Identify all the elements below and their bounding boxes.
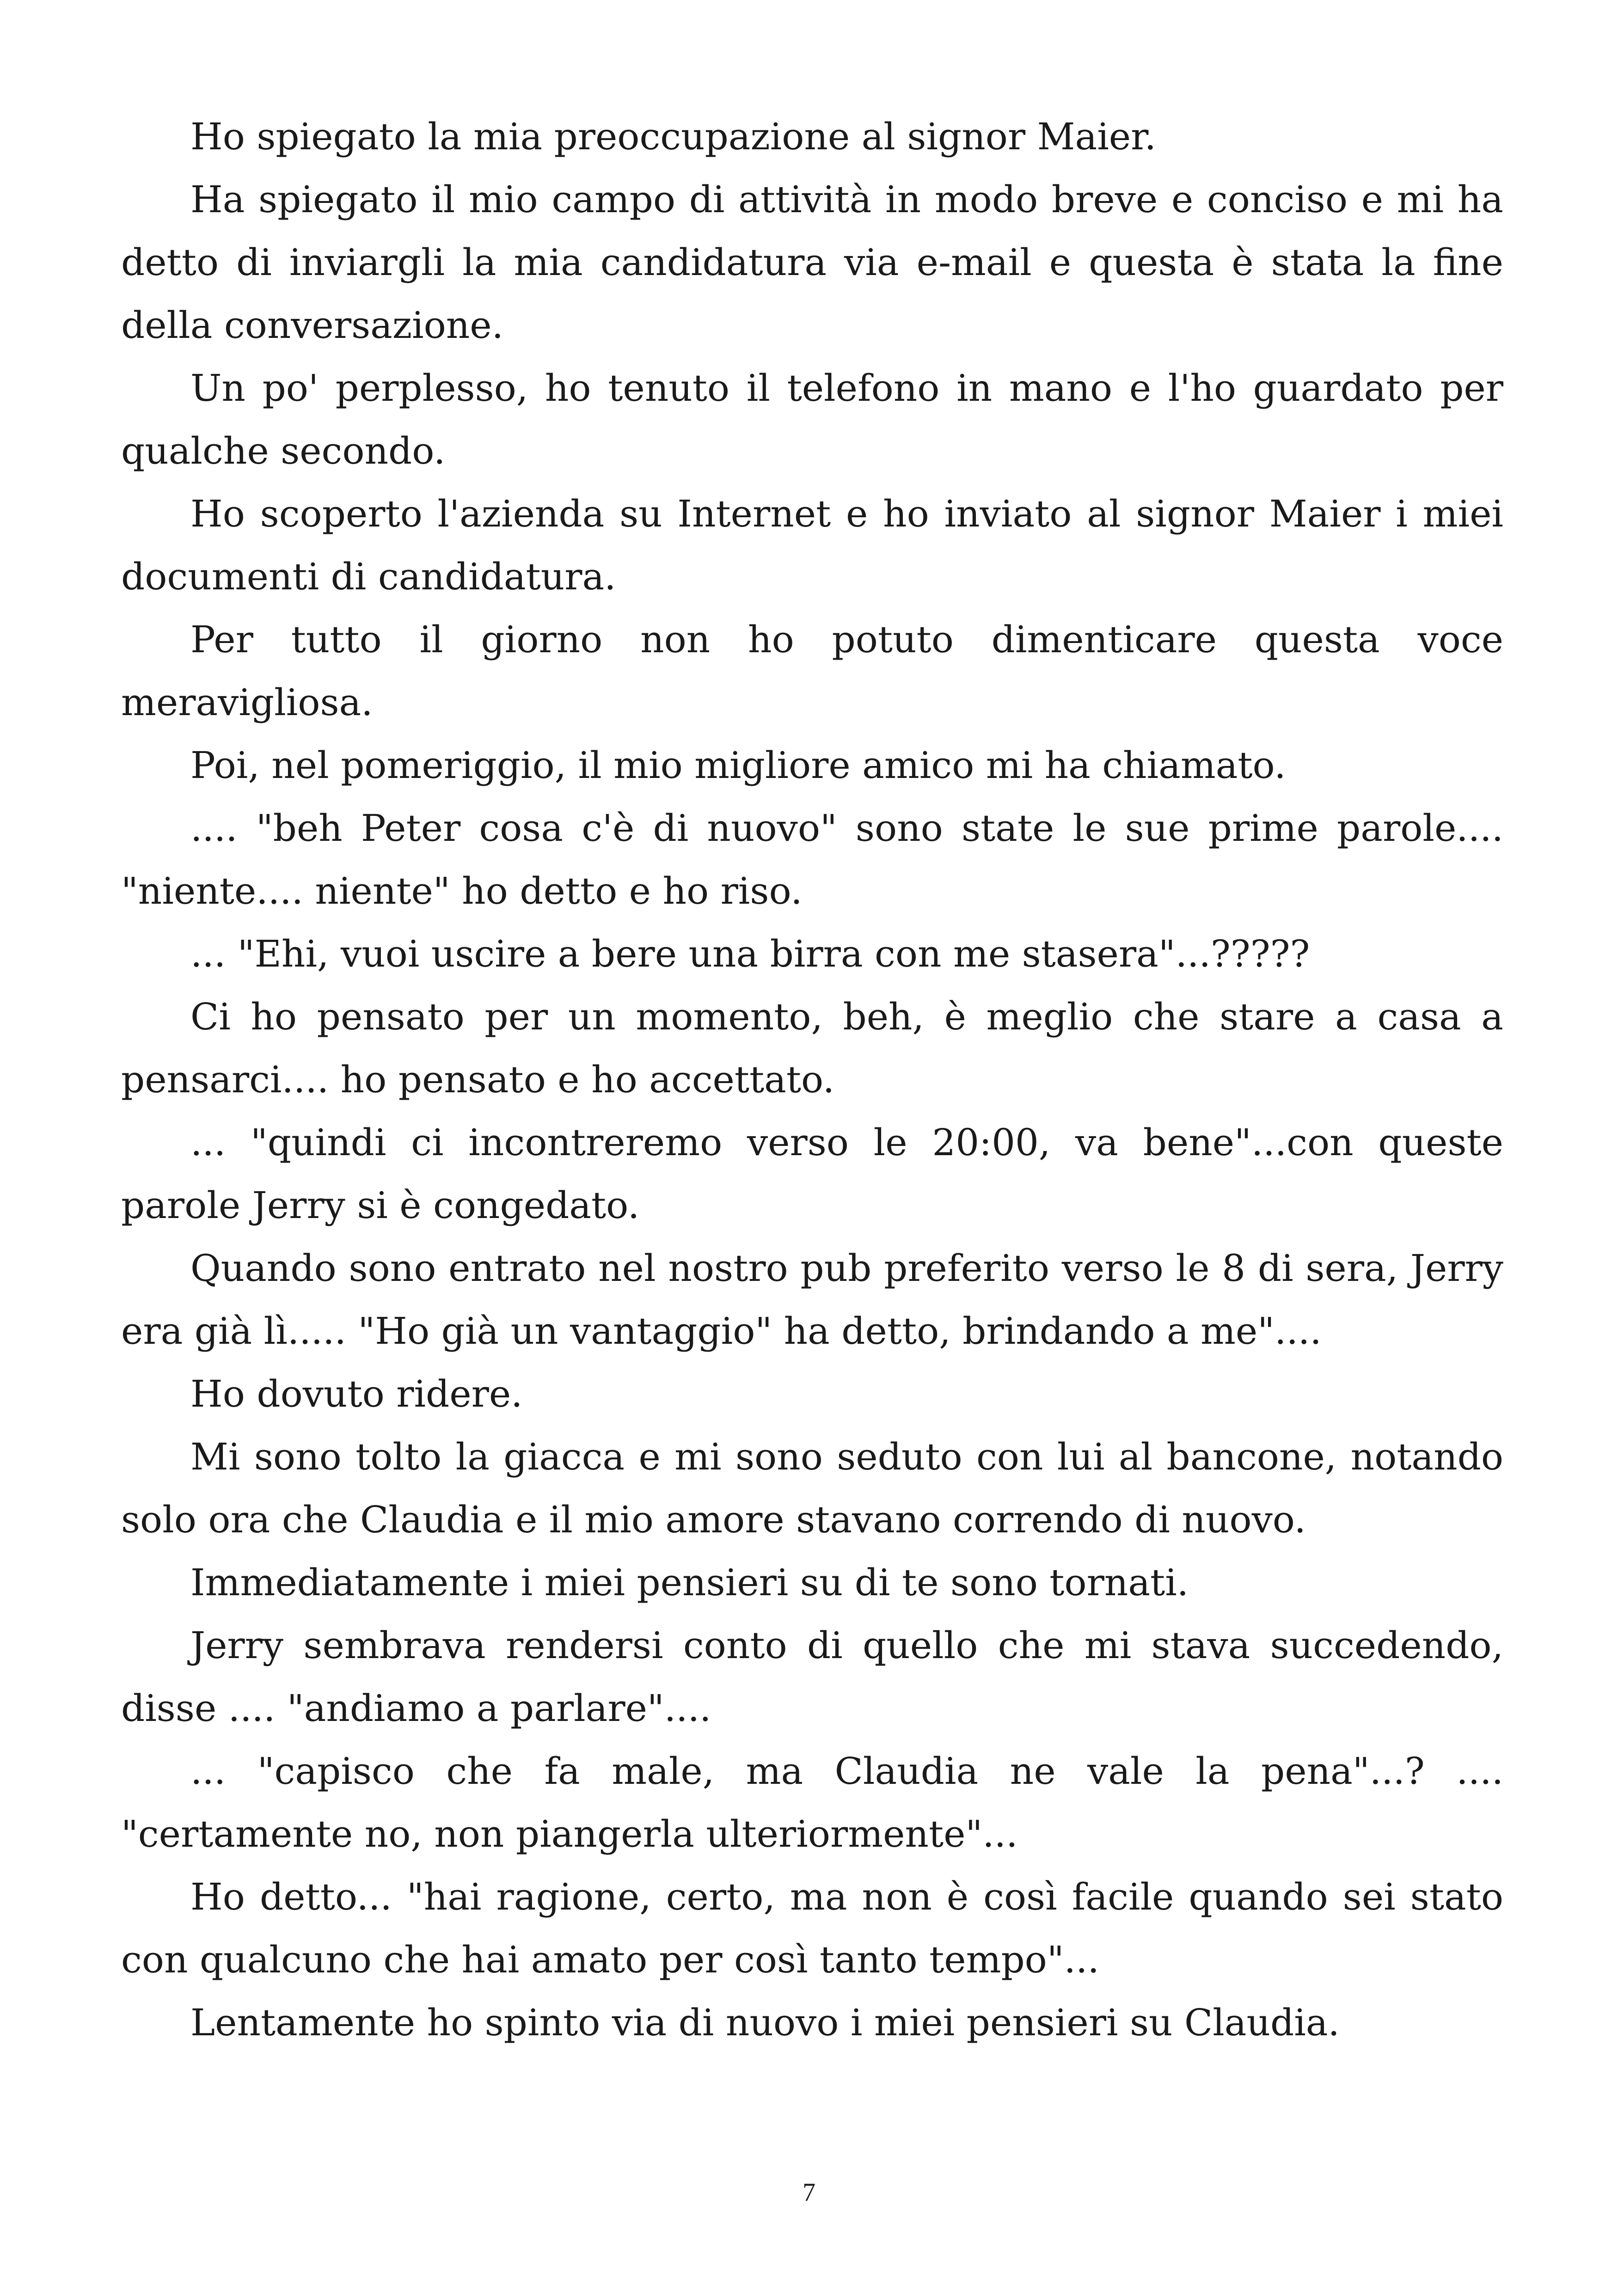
paragraph: Ho dovuto ridere. [190, 1372, 523, 1415]
paragraph: Ho scoperto l'azienda su Internet e ho inviato al signor Maier i miei documenti di candidatura. [121, 492, 1503, 598]
paragraph: Ho detto... "hai ragione, certo, ma non è così facile quando sei stato con qualcuno che hai amato per così tanto tempo"... [121, 1875, 1503, 1981]
paragraph: Quando sono entrato nel nostro pub preferito verso le 8 di sera, Jerry era già lì..... "Ho già un vantaggio" ha detto, brindando a me".... [121, 1247, 1503, 1353]
paragraph: .... "beh Peter cosa c'è di nuovo" sono state le sue prime parole.... "niente.... niente" ho detto e ho riso. [121, 807, 1503, 912]
paragraph: Un po' perplesso, ho tenuto il telefono in mano e l'ho guardato per qualche secondo. [121, 367, 1503, 472]
paragraph: Ha spiegato il mio campo di attività in modo breve e conciso e mi ha detto di inviargli la mia candidatura via e-mail e questa è stata la fine della conversazione. [121, 178, 1503, 347]
paragraph: Jerry sembrava rendersi conto di quello che mi stava succedendo, disse .... "andiamo a parlare".... [121, 1624, 1503, 1730]
paragraph: Ho spiegato la mia preoccupazione al signor Maier. [190, 115, 1157, 158]
paragraph: Lentamente ho spinto via di nuovo i miei pensieri su Claudia. [190, 2001, 1340, 2044]
paragraph: Immediatamente i miei pensieri su di te sono tornati. [190, 1561, 1189, 1604]
page-number: 7 [803, 2178, 815, 2207]
paragraph: Poi, nel pomeriggio, il mio migliore amico mi ha chiamato. [190, 744, 1286, 787]
paragraph: ... "quindi ci incontreremo verso le 20:00, va bene"...con queste parole Jerry si è congedato. [121, 1121, 1503, 1227]
paragraph: Ci ho pensato per un momento, beh, è meglio che stare a casa a pensarci.... ho pensato e ho accettato. [121, 995, 1503, 1101]
paragraph: ... "capisco che fa male, ma Claudia ne vale la pena"...? .... "certamente no, non piangerla ulteriormente"... [121, 1750, 1503, 1855]
paragraph: ... "Ehi, vuoi uscire a bere una birra con me stasera"...????? [190, 932, 1310, 975]
paragraph: Per tutto il giorno non ho potuto dimenticare questa voce meravigliosa. [121, 618, 1503, 724]
paragraph: Mi sono tolto la giacca e mi sono seduto con lui al bancone, notando solo ora che Claudia e il mio amore stavano correndo di nuovo. [121, 1435, 1503, 1541]
body-text [121, 105, 1503, 2054]
